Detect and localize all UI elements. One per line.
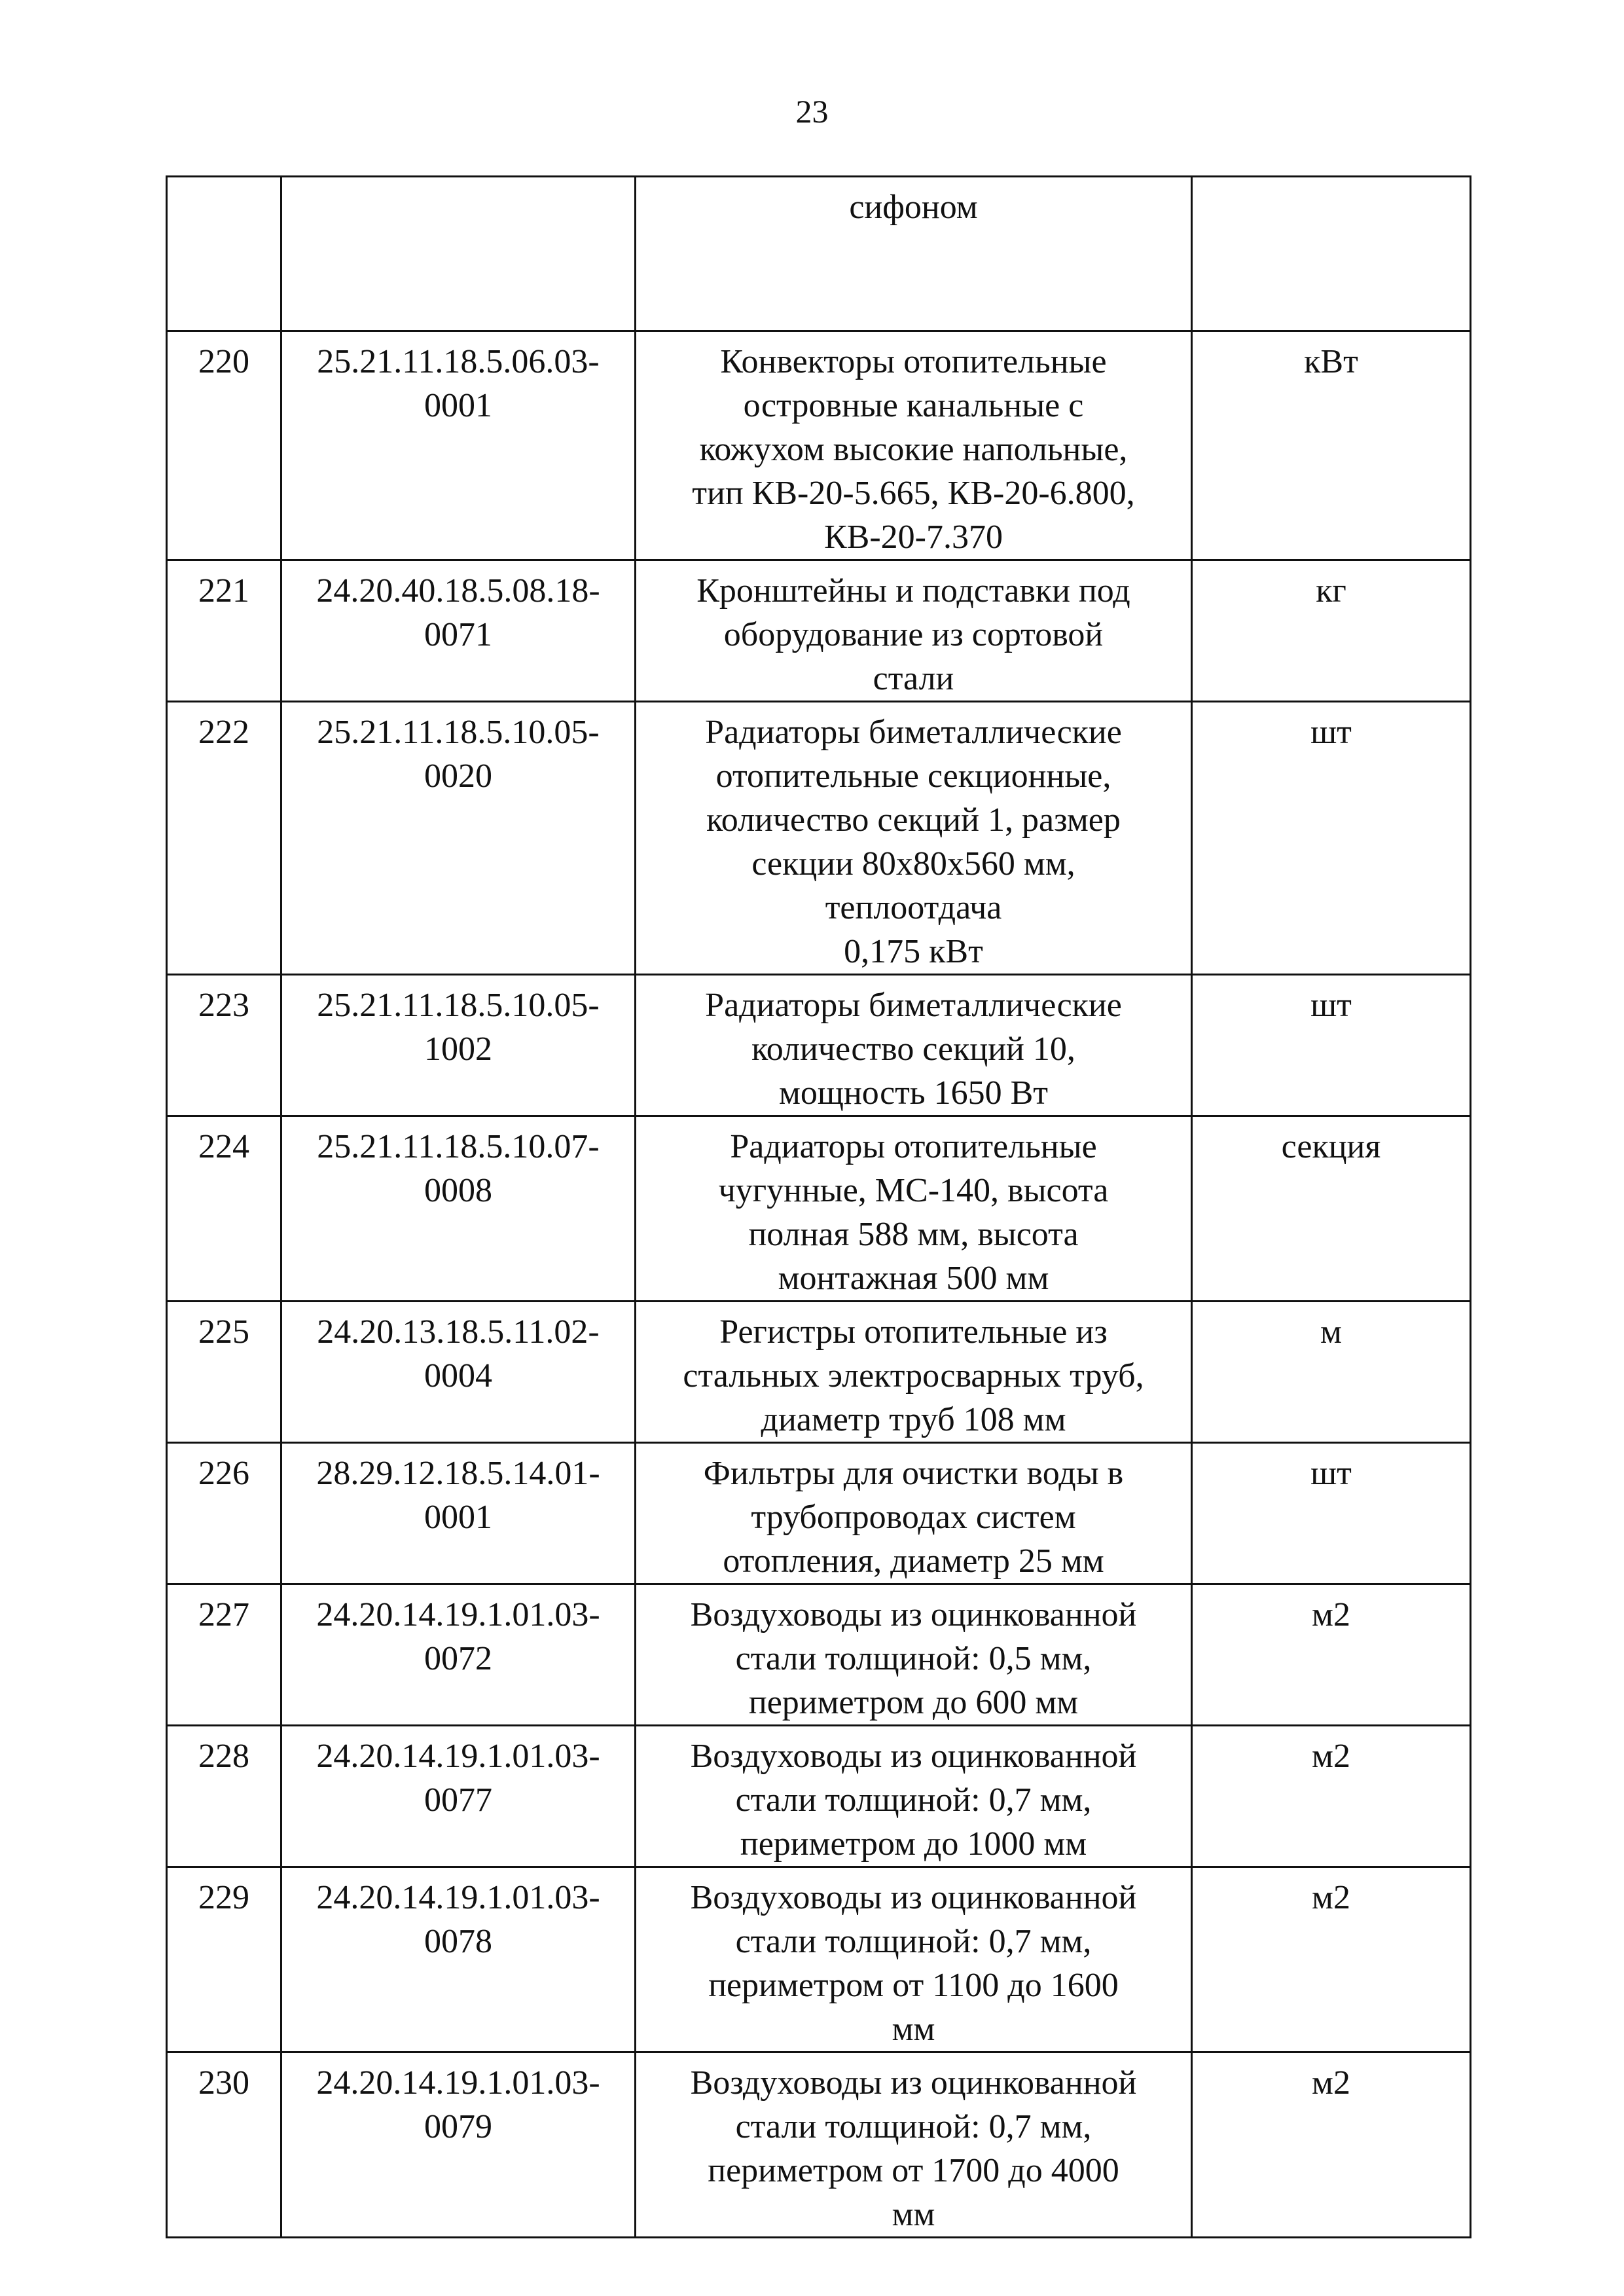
row-number: 226	[167, 1443, 281, 1584]
row-unit: шт	[1192, 702, 1471, 975]
row-number: 224	[167, 1116, 281, 1302]
row-code: 24.20.13.18.5.11.02- 0004	[281, 1302, 636, 1443]
row-unit: м	[1192, 1302, 1471, 1443]
table-row	[167, 1116, 1471, 1302]
row-name: Воздуховоды из оцинкованной стали толщиной: 0,5 мм, периметром до 600 мм	[636, 1584, 1192, 1726]
row-number: 230	[167, 2052, 281, 2238]
row-code: 25.21.11.18.5.10.05- 0020	[281, 702, 636, 975]
table-row	[167, 2052, 1471, 2238]
row-unit: секция	[1192, 1116, 1471, 1302]
row-number: 222	[167, 702, 281, 975]
row-name: Кронштейны и подставки под оборудование из сортовой стали	[636, 560, 1192, 702]
row-code: 25.21.11.18.5.10.07- 0008	[281, 1116, 636, 1302]
row-code: 24.20.40.18.5.08.18- 0071	[281, 560, 636, 702]
row-unit: м2	[1192, 2052, 1471, 2238]
row-unit	[1192, 177, 1471, 331]
row-unit: м2	[1192, 1867, 1471, 2052]
row-code	[281, 177, 636, 331]
table-row	[167, 1726, 1471, 1867]
table-row	[167, 975, 1471, 1116]
row-name: Воздуховоды из оцинкованной стали толщиной: 0,7 мм, периметром от 1700 до 4000 мм	[636, 2052, 1192, 2238]
row-unit: кг	[1192, 560, 1471, 702]
row-code: 24.20.14.19.1.01.03- 0072	[281, 1584, 636, 1726]
row-code: 25.21.11.18.5.10.05- 1002	[281, 975, 636, 1116]
row-unit: м2	[1192, 1584, 1471, 1726]
row-code: 24.20.14.19.1.01.03- 0078	[281, 1867, 636, 2052]
row-number: 228	[167, 1726, 281, 1867]
table-row	[167, 1584, 1471, 1726]
row-code: 24.20.14.19.1.01.03- 0079	[281, 2052, 636, 2238]
page-number: 23	[795, 93, 829, 130]
row-unit: м2	[1192, 1726, 1471, 1867]
row-code: 24.20.14.19.1.01.03- 0077	[281, 1726, 636, 1867]
table-row	[167, 1302, 1471, 1443]
row-code: 25.21.11.18.5.06.03- 0001	[281, 331, 636, 560]
table-row	[167, 1443, 1471, 1584]
table-row	[167, 702, 1471, 975]
row-code: 28.29.12.18.5.14.01- 0001	[281, 1443, 636, 1584]
table-row	[167, 560, 1471, 702]
row-name: Радиаторы биметаллические количество секций 10, мощность 1650 Вт	[636, 975, 1192, 1116]
row-number: 221	[167, 560, 281, 702]
row-unit: шт	[1192, 1443, 1471, 1584]
row-unit: шт	[1192, 975, 1471, 1116]
row-number	[167, 177, 281, 331]
row-name: Радиаторы биметаллические отопительные секционные, количество секций 1, размер секции 80х80х560 мм, теплоотдача 0,175 кВт	[636, 702, 1192, 975]
row-name: Фильтры для очистки воды в трубопроводах систем отопления, диаметр 25 мм	[636, 1443, 1192, 1584]
materials-table	[166, 175, 1471, 2238]
row-name: Воздуховоды из оцинкованной стали толщиной: 0,7 мм, периметром от 1100 до 1600 мм	[636, 1867, 1192, 2052]
table-row	[167, 177, 1471, 331]
row-unit: кВт	[1192, 331, 1471, 560]
row-number: 220	[167, 331, 281, 560]
table-row	[167, 1867, 1471, 2052]
row-number: 227	[167, 1584, 281, 1726]
row-name: сифоном	[636, 177, 1192, 331]
row-number: 223	[167, 975, 281, 1116]
row-name: Конвекторы отопительные островные канальные с кожухом высокие напольные, тип КВ-20-5.665, КВ-20-6.800, КВ-20-7.370	[636, 331, 1192, 560]
table-body	[167, 177, 1471, 2238]
row-name: Радиаторы отопительные чугунные, МС-140, высота полная 588 мм, высота монтажная 500 мм	[636, 1116, 1192, 1302]
row-number: 229	[167, 1867, 281, 2052]
row-name: Воздуховоды из оцинкованной стали толщиной: 0,7 мм, периметром до 1000 мм	[636, 1726, 1192, 1867]
row-name: Регистры отопительные из стальных электросварных труб, диаметр труб 108 мм	[636, 1302, 1192, 1443]
row-number: 225	[167, 1302, 281, 1443]
table-row	[167, 331, 1471, 560]
